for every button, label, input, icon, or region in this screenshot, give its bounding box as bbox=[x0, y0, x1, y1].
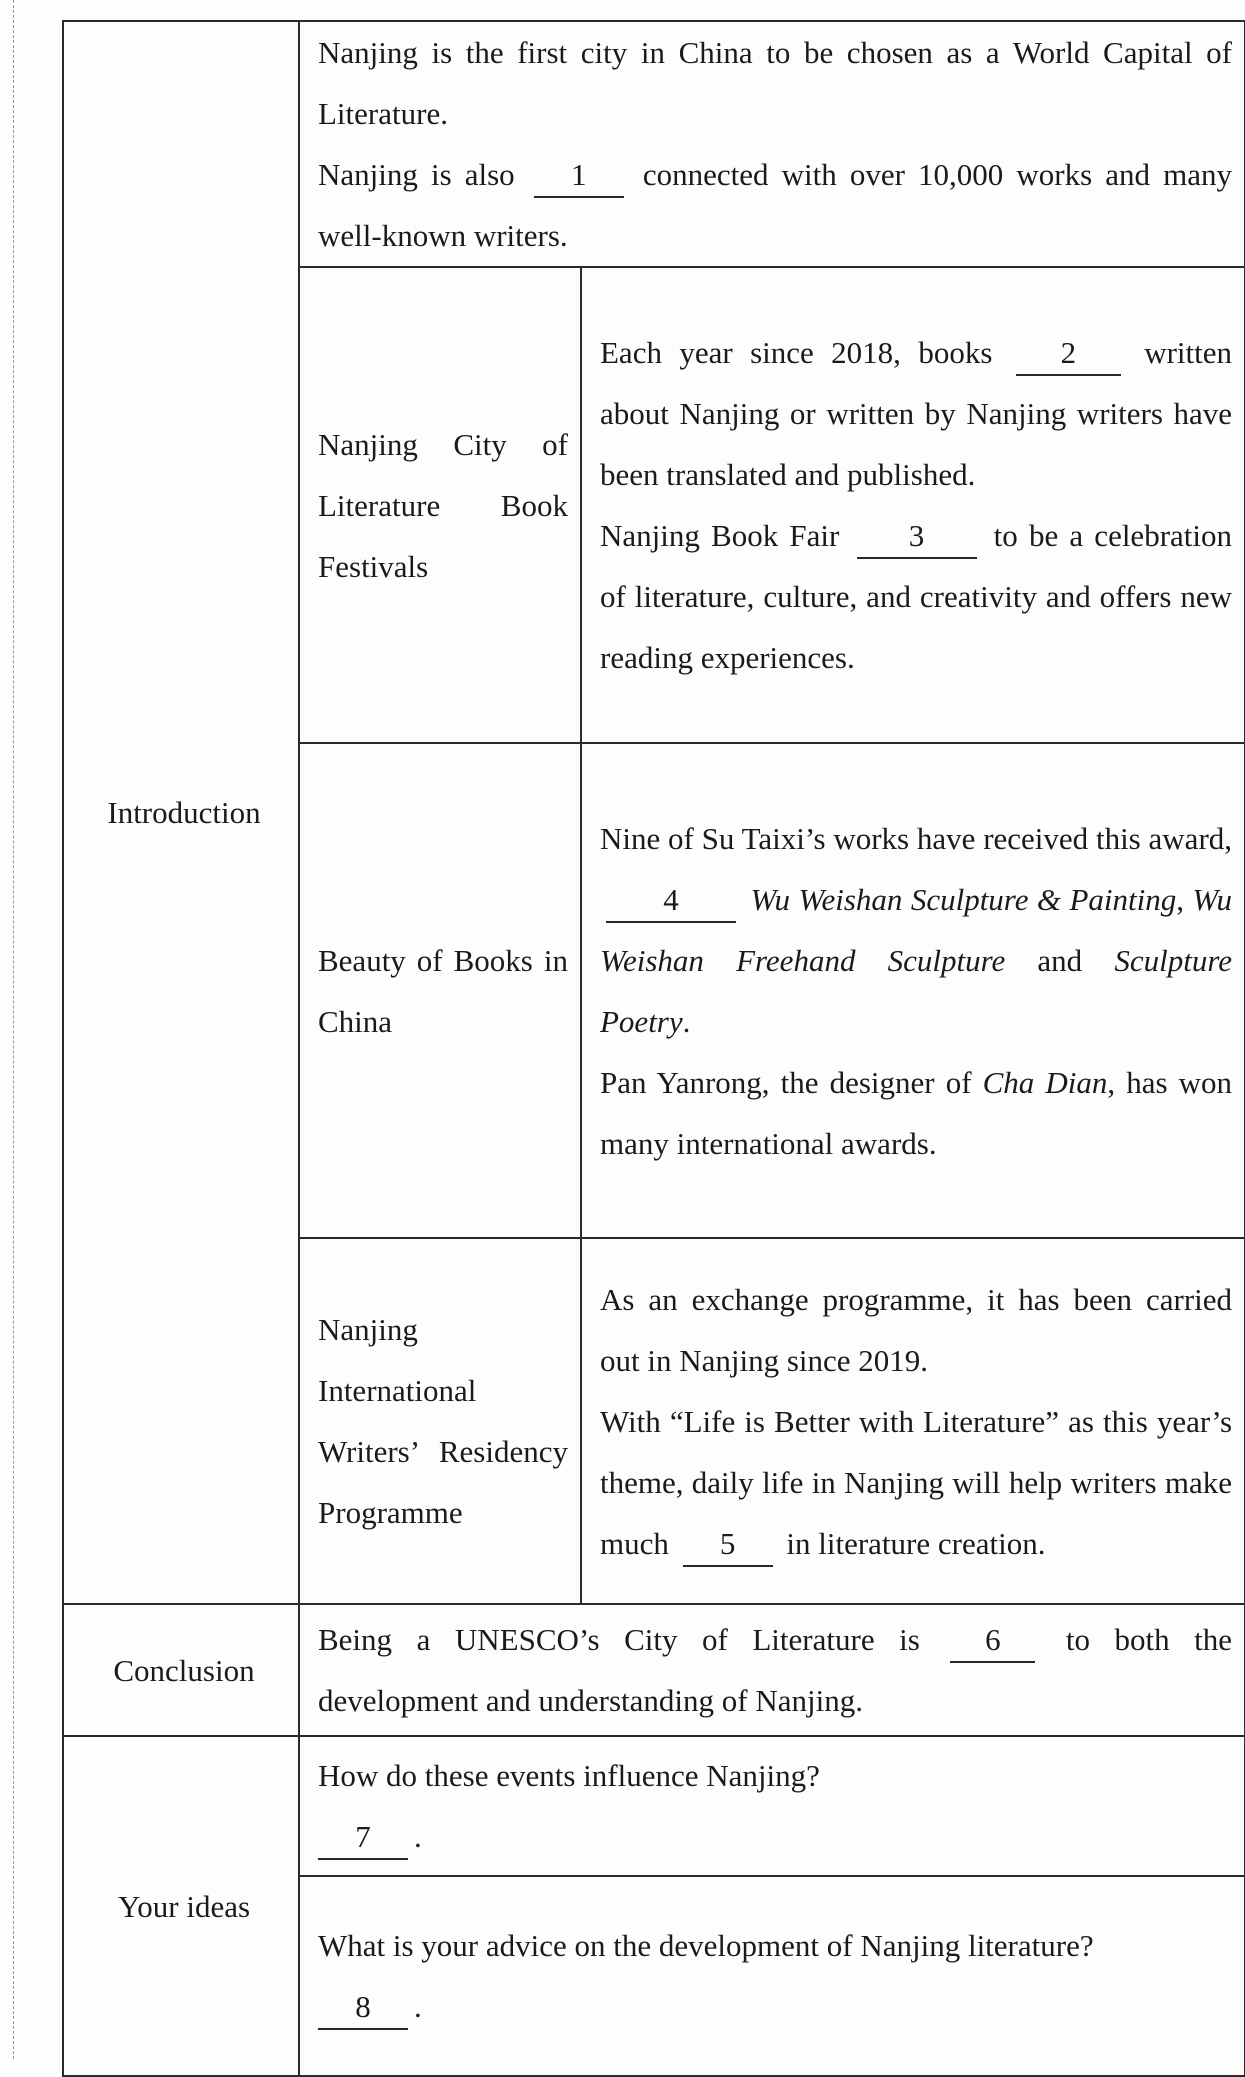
ideas-q1-row bbox=[63, 1736, 1245, 1876]
answer-2-period: . bbox=[414, 1989, 422, 2024]
ideas-question-1: How do these events influence Nanjing? bbox=[318, 1758, 820, 1793]
intro-line-2 bbox=[318, 144, 1232, 266]
conclusion-content bbox=[299, 1604, 1245, 1736]
residency-p2-start: With “Life is Better with Literature” as this year’s theme, daily life in Nanjing will help writers make much bbox=[600, 1403, 1233, 1561]
beauty-books-p2-end: , has won many international awards. bbox=[600, 1064, 1233, 1161]
ideas-answer-2 bbox=[318, 1976, 1232, 2037]
residency-label: Nanjing International Writers’ Residency Programme bbox=[299, 1238, 581, 1604]
notes-table bbox=[62, 20, 1245, 2077]
beauty-books-p1-start: Nine of Su Taixi’s works have received this award, bbox=[600, 820, 1233, 856]
residency-content bbox=[581, 1238, 1245, 1604]
ideas-q2-cell bbox=[299, 1876, 1245, 2076]
intro-line-2-start: Nanjing is also bbox=[318, 157, 515, 192]
residency-p2-end: in literature creation. bbox=[786, 1525, 1046, 1561]
blank-8[interactable]: 8 bbox=[318, 1986, 408, 2030]
book-festivals-p1-end: written about Nanjing or written by Nanjing writers have been translated and published. bbox=[600, 335, 1233, 492]
blank-7[interactable]: 7 bbox=[318, 1816, 408, 1860]
beauty-books-p2 bbox=[600, 1052, 1232, 1174]
conclusion-row bbox=[63, 1604, 1245, 1736]
section-conclusion: Conclusion bbox=[63, 1604, 299, 1736]
ideas-q1-cell bbox=[299, 1736, 1245, 1876]
beauty-books-label: Beauty of Books in China bbox=[299, 743, 581, 1238]
conclusion-end: to both the development and understanding of Nanjing. bbox=[318, 1622, 1233, 1718]
book-festivals-label: Nanjing City of Literature Book Festivals bbox=[299, 267, 581, 743]
book-festivals-content bbox=[581, 267, 1245, 743]
intro-line-2-end: connected with over 10,000 works and many well-known writers. bbox=[318, 157, 1233, 253]
title-cha-dian: Cha Dian bbox=[982, 1064, 1108, 1100]
blank-5[interactable]: 5 bbox=[683, 1523, 773, 1567]
book-festivals-p1-start: Each year since 2018, books bbox=[600, 335, 993, 370]
ideas-answer-1 bbox=[318, 1806, 1232, 1867]
ideas-question-2: What is your advice on the development of Nanjing literature? bbox=[318, 1928, 1094, 1963]
blank-3[interactable]: 3 bbox=[857, 515, 977, 559]
book-festivals-p2-start: Nanjing Book Fair bbox=[600, 518, 840, 553]
title-and: and bbox=[1037, 942, 1083, 978]
title-sculpture-painting: Wu Weishan Sculpture & Painting bbox=[750, 881, 1177, 917]
title-period: . bbox=[682, 1003, 691, 1039]
beauty-books-p2-start: Pan Yanrong, the designer of bbox=[600, 1064, 972, 1100]
beauty-books-content bbox=[581, 743, 1245, 1238]
residency-p1: As an exchange programme, it has been carried out in Nanjing since 2019. bbox=[600, 1281, 1233, 1378]
book-festivals-p1 bbox=[600, 322, 1232, 505]
title-freehand-sculpture: Wu Weishan Freehand Sculpture bbox=[600, 881, 1233, 978]
blank-1[interactable]: 1 bbox=[534, 154, 624, 198]
book-festivals-p2-end: to be a celebration of literature, culture, and creativity and offers new reading experiences. bbox=[600, 518, 1233, 675]
intro-line-1: Nanjing is the first city in China to be chosen as a World Capital of Literature. bbox=[318, 35, 1233, 131]
book-festivals-p2 bbox=[600, 505, 1232, 688]
blank-4[interactable]: 4 bbox=[606, 879, 736, 923]
conclusion-start: Being a UNESCO’s City of Literature is bbox=[318, 1622, 920, 1657]
binding-margin-line bbox=[13, 0, 14, 2059]
blank-6[interactable]: 6 bbox=[950, 1619, 1035, 1663]
intro-overview-cell bbox=[299, 21, 1245, 267]
intro-overview-row bbox=[63, 21, 1245, 267]
residency-p2 bbox=[600, 1391, 1232, 1574]
blank-2[interactable]: 2 bbox=[1016, 332, 1121, 376]
beauty-books-p1 bbox=[600, 808, 1232, 1052]
section-introduction: Introduction bbox=[63, 21, 299, 1604]
section-your-ideas: Your ideas bbox=[63, 1736, 299, 2076]
answer-1-period: . bbox=[414, 1819, 422, 1854]
title-sculpture-poetry: Sculpture Poetry bbox=[600, 942, 1233, 1039]
title-separator: , bbox=[1176, 881, 1184, 917]
